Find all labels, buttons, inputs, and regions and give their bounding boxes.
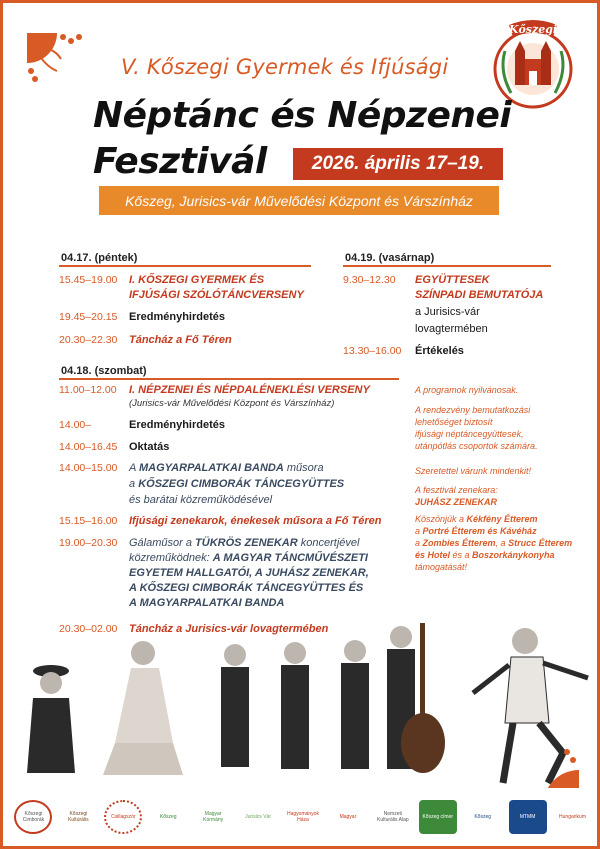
schedule-event: I. KŐSZEGI GYERMEK ÉS — [129, 274, 265, 286]
schedule-time: 15.45–19.00 — [59, 274, 118, 286]
sponsor-logos — [3, 788, 600, 846]
schedule-event: Ifjúsági zenekarok, énekesek műsora a Fő Téren — [129, 515, 382, 527]
schedule-event: és barátai közreműködésével — [129, 494, 273, 506]
sponsor-logo: Magyar — [339, 814, 357, 820]
schedule-time: 13.30–16.00 — [343, 345, 402, 357]
schedule-time: 14.00– — [59, 419, 92, 431]
day-divider — [343, 265, 551, 267]
schedule-event: A KŐSZEGI CIMBORÁK TÁNCEGYÜTTES ÉS — [129, 582, 364, 594]
schedule-time: 11.00–12.00 — [59, 384, 117, 396]
folk-ornament-icon — [21, 27, 93, 99]
schedule-event: A MAGYARPALATKAI BANDA — [129, 597, 285, 609]
schedule-event: Táncház a Fő Téren — [129, 334, 232, 346]
sponsor-logo: Kőszegi Cimborák — [14, 800, 52, 834]
day-label-friday: 04.17. (péntek) — [61, 252, 138, 264]
sponsor-logo: Nemzeti Kulturális Alap — [376, 811, 409, 823]
sponsor-logo: Kőszegi Kultúrális — [68, 811, 89, 823]
schedule-event: közreműködnek: A MAGYAR TÁNCMŰVÉSZETI — [129, 552, 368, 564]
schedule-time: 14.00–15.00 — [59, 462, 118, 474]
schedule-event: Gálaműsor a TÜKRÖS ZENEKAR koncertjével — [129, 537, 360, 549]
sponsor-logo: Magyar Kormány — [203, 811, 224, 823]
schedule-location: lovagtermében — [415, 323, 488, 335]
sponsor-logo: MTMM — [509, 800, 547, 834]
day-label-sunday: 04.19. (vasárnap) — [345, 252, 435, 264]
schedule-event: EGYÜTTESEK — [415, 274, 490, 286]
festival-subtitle: V. Kőszegi Gyermek és Ifjúsági — [121, 55, 449, 79]
festival-date: 2026. április 17–19. — [293, 148, 503, 180]
sponsor-logo: Kőszeg — [474, 814, 492, 820]
badge-brand-text: Kőszegi — [508, 23, 558, 36]
side-note-band: A fesztivál zenekara: JUHÁSZ ZENEKAR — [415, 485, 498, 507]
festival-title-line1: Néptánc és Népzenei — [93, 95, 512, 136]
schedule-time: 19.00–20.30 — [59, 537, 118, 549]
side-note-intro: A rendezvény bemutatkozási lehetőséget biztosít ifjúsági néptáncegyüttesek, utánpótlás csoportok számára. — [415, 405, 538, 451]
schedule-event: EGYETEM HALLGATÓI, A JUHÁSZ ZENEKAR, — [129, 567, 369, 579]
schedule-time: 9.30–12.30 — [343, 274, 396, 286]
schedule-event: Értékelés — [415, 345, 464, 357]
festival-venue: Kőszeg, Jurisics-vár Művelődési Központ és Várszínház — [99, 186, 499, 215]
schedule-event: Eredményhirdetés — [129, 311, 225, 323]
schedule-event: a KŐSZEGI CIMBORÁK TÁNCEGYÜTTES — [129, 478, 345, 490]
sponsor-logo: Csillagszór — [104, 800, 142, 834]
schedule-event: SZÍNPADI BEMUTATÓJA — [415, 289, 544, 301]
day-label-saturday: 04.18. (szombat) — [61, 365, 147, 377]
festival-title-line2: Fesztivál — [93, 141, 267, 182]
schedule-event: A MAGYARPALATKAI BANDA műsora — [129, 462, 324, 474]
schedule-time: 15.15–16.00 — [59, 515, 118, 527]
schedule-location: a Jurisics-vár — [415, 306, 480, 318]
schedule-note: (Jurisics-vár Művelődési Központ és Várszínház) — [129, 398, 335, 409]
schedule-time: 14.00–16.45 — [59, 441, 118, 453]
side-note-public: A programok nyilvánosak. — [415, 385, 519, 395]
schedule-event: I. NÉPZENEI ÉS NÉPDALÉNEKLÉSI VERSENY — [129, 384, 370, 396]
sponsor-logo: Kőszeg — [159, 814, 177, 820]
sponsor-logo: Jurisics Vár — [245, 814, 271, 820]
day-divider — [59, 265, 311, 267]
sponsor-logo: Kőszeg címer — [419, 800, 457, 834]
side-note-thanks: Köszönjük a Kékfény Étterem a Portré Étterem és Kávéház a Zombies Étterem, a Strucc Étterem és Hotel és a Boszorkánykonyha támogatását! — [415, 514, 573, 572]
schedule-time: 20.30–22.30 — [59, 334, 118, 346]
schedule-event: IFJÚSÁGI SZÓLÓTÁNCVERSENY — [129, 289, 304, 301]
schedule-time: 19.45–20.15 — [59, 311, 118, 323]
schedule-event: Táncház a Jurisics-vár lovagtermében — [129, 623, 329, 635]
side-note-welcome: Szeretettel várunk mindenkit! — [415, 466, 532, 476]
sponsor-logo: Hungarikum — [559, 814, 586, 820]
schedule-event: Eredményhirdetés — [129, 419, 225, 431]
schedule-time: 20.30–02.00 — [59, 623, 118, 635]
day-divider — [59, 378, 399, 380]
schedule-event: Oktatás — [129, 441, 170, 453]
sponsor-logo: Hagyományok Háza — [287, 811, 319, 823]
